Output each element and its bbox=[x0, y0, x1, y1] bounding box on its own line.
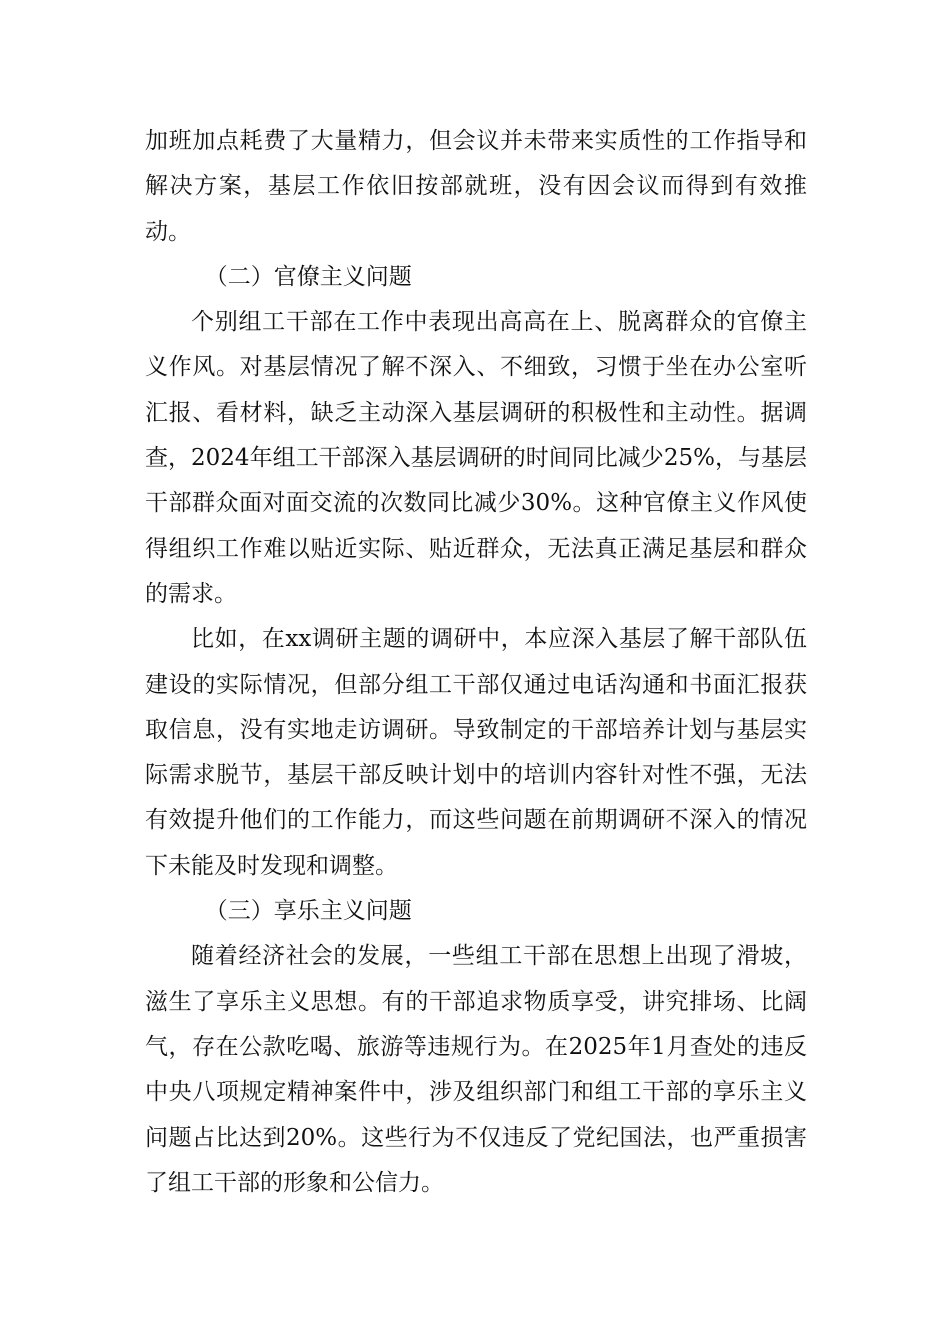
paragraph-bureaucratism-example: 比如，在xx调研主题的调研中，本应深入基层了解干部队伍建设的实际情况，但部分组工干部仅通过电话沟通和书面汇报获取信息，没有实地走访调研。导致制定的干部培养计划与基层实际需求脱节，基层干部反映计划中的培训内容针对性不强，无法有效提升他们的工作能力，而这些问题在前期调研不深入的情况下未能及时发现和调整。 bbox=[145, 626, 807, 879]
section-heading-hedonism: （三）享乐主义问题 bbox=[204, 898, 412, 925]
paragraph-bureaucratism-overview: 个别组工干部在工作中表现出高高在上、脱离群众的官僚主义作风。对基层情况了解不深入、不细致，习惯于坐在办公室听汇报、看材料，缺乏主动深入基层调研的积极性和主动性。据调查，2024年组工干部深入基层调研的时间同比减少25%，与基层干部群众面对面交流的次数同比减少30%。这种官僚主义作风使得组织工作难以贴近实际、贴近群众，无法真正满足基层和群众的需求。 bbox=[145, 309, 807, 607]
document-page bbox=[145, 119, 807, 1206]
paragraph-hedonism-overview: 随着经济社会的发展，一些组工干部在思想上出现了滑坡，滋生了享乐主义思想。有的干部追求物质享受，讲究排场、比阔气，存在公款吃喝、旅游等违规行为。在2025年1月查处的违反中央八项规定精神案件中，涉及组织部门和组工干部的享乐主义问题占比达到20%。这些行为不仅违反了党纪国法，也严重损害了组工干部的形象和公信力。 bbox=[145, 943, 807, 1196]
paragraph-continuation: 加班加点耗费了大量精力，但会议并未带来实质性的工作指导和解决方案，基层工作依旧按部就班，没有因会议而得到有效推动。 bbox=[145, 128, 807, 245]
section-heading-bureaucratism: （二）官僚主义问题 bbox=[204, 263, 412, 290]
